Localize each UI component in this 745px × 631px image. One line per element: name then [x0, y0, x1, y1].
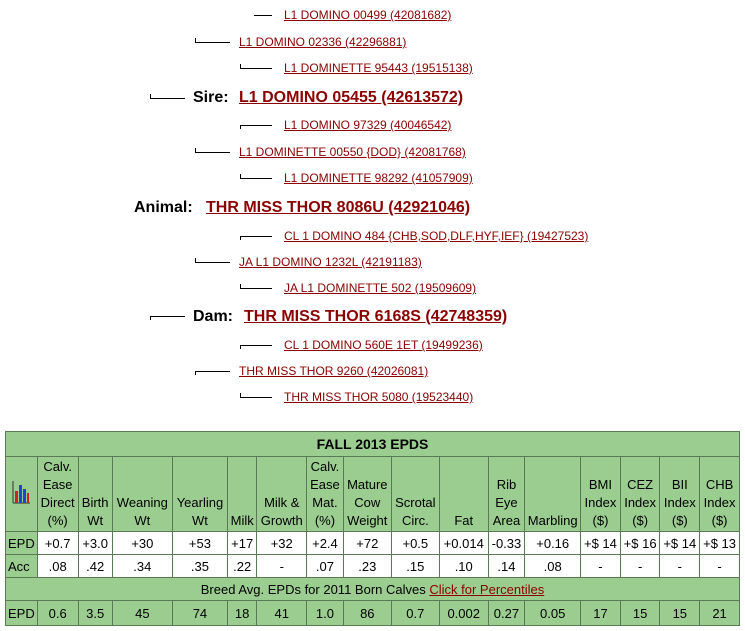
acc-value-cell: .35 [172, 555, 227, 578]
breed-avg-cell: 74 [172, 601, 227, 626]
column-header: BII Index ($) [660, 457, 700, 532]
epd-value-cell: +2.4 [307, 532, 344, 555]
animal-link[interactable]: THR MISS THOR 8086U (42921046) [206, 199, 471, 216]
acc-value-cell: - [620, 555, 660, 578]
acc-value-cell: .42 [78, 555, 112, 578]
column-header: CEZ Index ($) [620, 457, 660, 532]
sire-sire-sire-link[interactable]: L1 DOMINO 00499 (42081682) [284, 8, 452, 22]
sire-dam-link[interactable]: L1 DOMINETTE 00550 {DOD} (42081768) [239, 145, 466, 159]
epd-value-cell: +0.014 [439, 532, 488, 555]
acc-value-cell: .08 [37, 555, 78, 578]
percentiles-link[interactable]: Click for Percentiles [429, 581, 545, 597]
acc-value-cell: .22 [227, 555, 256, 578]
dam-sire-link[interactable]: JA L1 DOMINO 1232L (42191183) [239, 255, 422, 269]
dam-dam-link[interactable]: THR MISS THOR 9260 (42026081) [239, 364, 429, 378]
acc-value-cell: .34 [112, 555, 172, 578]
epd-table [5, 431, 740, 626]
breed-avg-cell: 86 [343, 601, 391, 626]
breed-avg-note [6, 578, 740, 601]
acc-value-cell: .08 [525, 555, 581, 578]
column-header: Milk & Growth [257, 457, 307, 532]
epd-value-cell: +$ 13 [700, 532, 740, 555]
breed-avg-cell: 15 [620, 601, 660, 626]
acc-value-cell: .07 [307, 555, 344, 578]
breed-avg-cell: 15 [660, 601, 700, 626]
column-header: Marbling [525, 457, 581, 532]
column-header: CHB Index ($) [700, 457, 740, 532]
epd-table-title: FALL 2013 EPDS [6, 432, 740, 457]
epd-value-cell: +0.7 [37, 532, 78, 555]
sire-sire-link[interactable]: L1 DOMINO 02336 (42296881) [239, 35, 407, 49]
column-header: Yearling Wt [172, 457, 227, 532]
sire-label: Sire: [193, 89, 229, 106]
epd-value-cell: +32 [257, 532, 307, 555]
breed-avg-cell: 0.27 [488, 601, 525, 626]
acc-value-cell: .15 [391, 555, 439, 578]
epd-value-cell: -0.33 [488, 532, 525, 555]
breed-avg-cell: 18 [227, 601, 256, 626]
dam-dam-sire-link[interactable]: CL 1 DOMINO 560E 1ET (19499236) [284, 338, 483, 352]
column-header: Milk [227, 457, 256, 532]
bar-chart-icon[interactable] [6, 457, 38, 532]
epd-value-cell: +$ 16 [620, 532, 660, 555]
dam-dam-dam-link[interactable]: THR MISS THOR 5080 (19523440) [284, 390, 474, 404]
breed-avg-cell: 17 [581, 601, 621, 626]
epd-value-cell: +30 [112, 532, 172, 555]
column-header: Mature Cow Weight [343, 457, 391, 532]
acc-value-cell: - [581, 555, 621, 578]
dam-sire-dam-link[interactable]: JA L1 DOMINETTE 502 (19509609) [284, 281, 477, 295]
dam-link[interactable]: THR MISS THOR 6168S (42748359) [244, 308, 508, 325]
avg-row-label: EPD [6, 601, 38, 626]
epd-value-cell: +0.5 [391, 532, 439, 555]
breed-avg-cell: 1.0 [307, 601, 344, 626]
dam-sire-sire-link[interactable]: CL 1 DOMINO 484 {CHB,SOD,DLF,HYF,IEF} (19427523) [284, 229, 589, 243]
dam-label: Dam: [193, 308, 234, 325]
breed-avg-cell: 3.5 [78, 601, 112, 626]
acc-value-cell: - [257, 555, 307, 578]
acc-value-cell: - [700, 555, 740, 578]
breed-avg-text: Breed Avg. EPDs for 2011 Born Calves [200, 581, 426, 597]
animal-label: Animal: [134, 199, 193, 216]
epd-value-cell: +53 [172, 532, 227, 555]
column-header: Scrotal Circ. [391, 457, 439, 532]
breed-avg-cell: 0.002 [439, 601, 488, 626]
acc-row-label: Acc [6, 555, 38, 578]
epd-value-cell: +$ 14 [660, 532, 700, 555]
acc-value-cell: - [660, 555, 700, 578]
column-header: BMI Index ($) [581, 457, 621, 532]
epd-value-cell: +72 [343, 532, 391, 555]
breed-avg-cell: 0.7 [391, 601, 439, 626]
acc-value-cell: .23 [343, 555, 391, 578]
breed-avg-cell: 45 [112, 601, 172, 626]
epd-value-cell: +$ 14 [581, 532, 621, 555]
breed-avg-cell: 21 [700, 601, 740, 626]
sire-sire-dam-link[interactable]: L1 DOMINETTE 95443 (19515138) [284, 61, 473, 75]
sire-link[interactable]: L1 DOMINO 05455 (42613572) [239, 89, 464, 106]
column-header: Weaning Wt [112, 457, 172, 532]
breed-avg-cell: 0.05 [525, 601, 581, 626]
bar-chart-icon-svg [11, 479, 31, 505]
epd-value-cell: +0.16 [525, 532, 581, 555]
epd-value-cell: +3.0 [78, 532, 112, 555]
column-header: Calv. Ease Mat. (%) [307, 457, 344, 532]
sire-dam-sire-link[interactable]: L1 DOMINO 97329 (40046542) [284, 118, 452, 132]
column-header: Birth Wt [78, 457, 112, 532]
epd-value-cell: +17 [227, 532, 256, 555]
epd-row-label: EPD [6, 532, 38, 555]
acc-value-cell: .10 [439, 555, 488, 578]
column-header: Rib Eye Area [488, 457, 525, 532]
column-header: Calv. Ease Direct (%) [37, 457, 78, 532]
breed-avg-cell: 41 [257, 601, 307, 626]
acc-value-cell: .14 [488, 555, 525, 578]
column-header: Fat [439, 457, 488, 532]
breed-avg-cell: 0.6 [37, 601, 78, 626]
sire-dam-dam-link[interactable]: L1 DOMINETTE 98292 (41057909) [284, 171, 473, 185]
